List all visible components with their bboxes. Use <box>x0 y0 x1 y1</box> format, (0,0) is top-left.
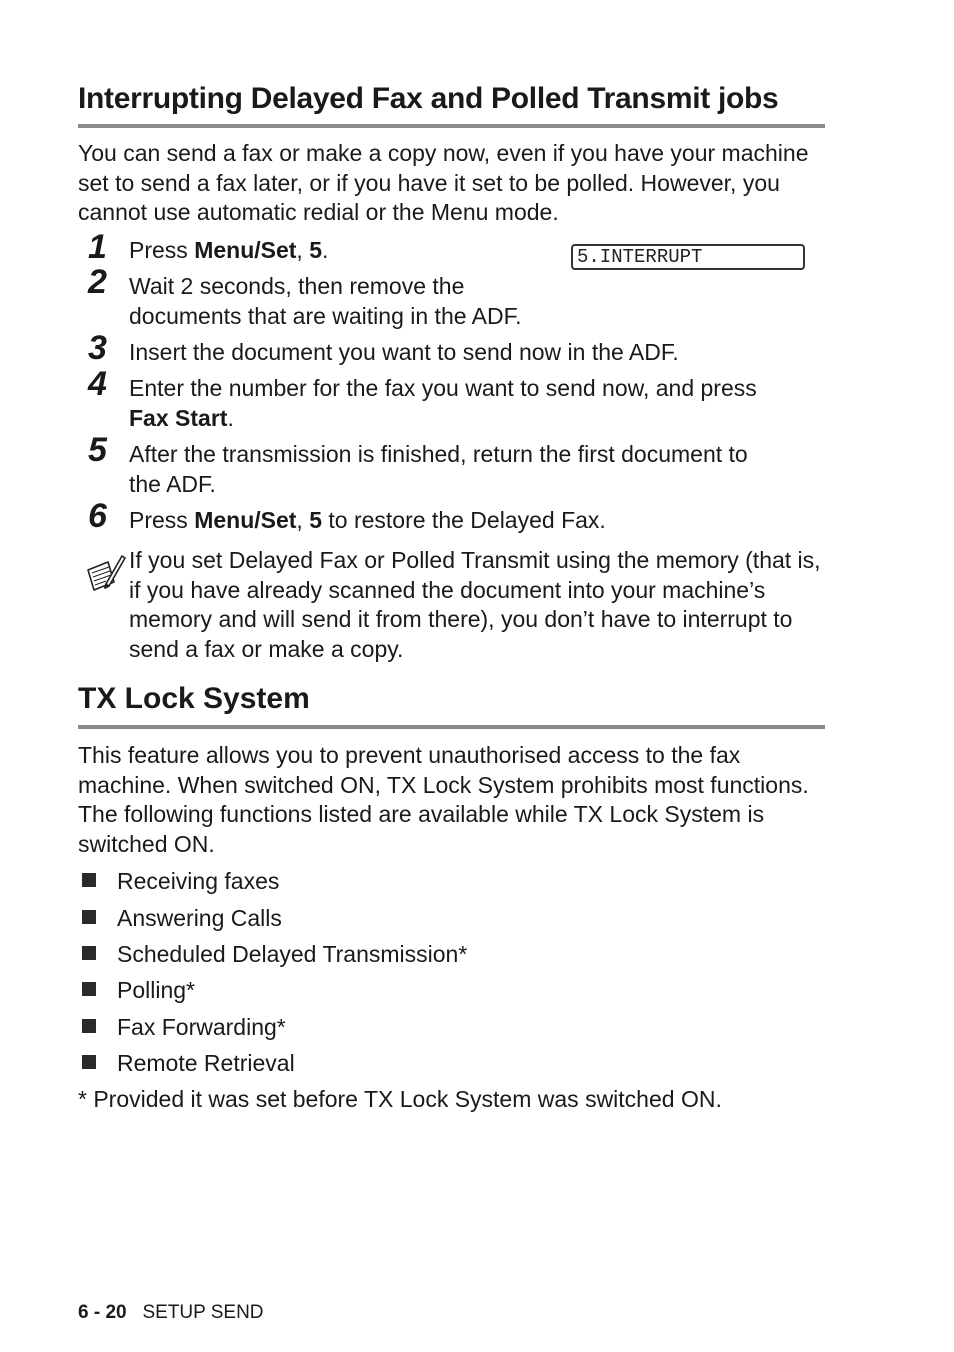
step-number: 5 <box>88 431 107 469</box>
section-rule <box>78 124 825 128</box>
step-number: 6 <box>88 497 107 535</box>
bullet-square-icon <box>82 873 96 887</box>
step-text: After the transmission is finished, return the first document to the ADF. <box>129 441 748 497</box>
section-intro: This feature allows you to prevent unauthorised access to the fax machine. When switched ON, TX Lock System prohibits most functions. The following functions listed are available while TX Lock System is switched ON. <box>78 742 809 857</box>
section-intro: You can send a fax or make a copy now, even if you have your machine set to send a fax later, or if you have it set to be polled. However, you cannot use automatic redial or the Menu mode. <box>78 140 809 225</box>
lcd-display: 5.INTERRUPT <box>571 244 805 270</box>
list-item: Remote Retrieval <box>117 1050 295 1076</box>
bullet-square-icon <box>82 1019 96 1033</box>
step-text: Press Menu/Set, 5. <box>129 237 329 263</box>
step-text: Insert the document you want to send now in the ADF. <box>129 339 679 365</box>
step-text: Enter the number for the fax you want to send now, and press Fax Start. <box>129 375 757 431</box>
step-number: 1 <box>88 228 107 266</box>
bullet-square-icon <box>82 1055 96 1069</box>
list-item: Scheduled Delayed Transmission* <box>117 941 468 967</box>
section-title-tx-lock: TX Lock System <box>78 682 310 715</box>
step-text: Press Menu/Set, 5 to restore the Delayed Fax. <box>129 507 606 533</box>
step-text: Wait 2 seconds, then remove the documents that are waiting in the ADF. <box>129 273 522 329</box>
bullet-square-icon <box>82 910 96 924</box>
chapter-name: SETUP SEND <box>142 1302 264 1323</box>
section-title-interrupting: Interrupting Delayed Fax and Polled Transmit jobs <box>78 82 779 115</box>
note-pencil-icon <box>84 552 126 594</box>
bullet-square-icon <box>82 982 96 996</box>
step-number: 4 <box>88 365 107 403</box>
footnote: * Provided it was set before TX Lock System was switched ON. <box>78 1086 722 1112</box>
bullet-square-icon <box>82 946 96 960</box>
list-item: Polling* <box>117 977 195 1003</box>
page-footer <box>78 1302 264 1324</box>
page-number: 6 - 20 <box>78 1302 127 1323</box>
note-text: If you set Delayed Fax or Polled Transmit using the memory (that is, if you have already scanned the document into your machine’s memory and will send it from there), you don’t have to interrupt to send a fax or make a copy. <box>129 547 821 662</box>
list-item: Receiving faxes <box>117 868 280 894</box>
step-number: 2 <box>88 263 107 301</box>
step-number: 3 <box>88 329 107 367</box>
list-item: Answering Calls <box>117 905 282 931</box>
section-rule <box>78 725 825 729</box>
list-item: Fax Forwarding* <box>117 1014 286 1040</box>
